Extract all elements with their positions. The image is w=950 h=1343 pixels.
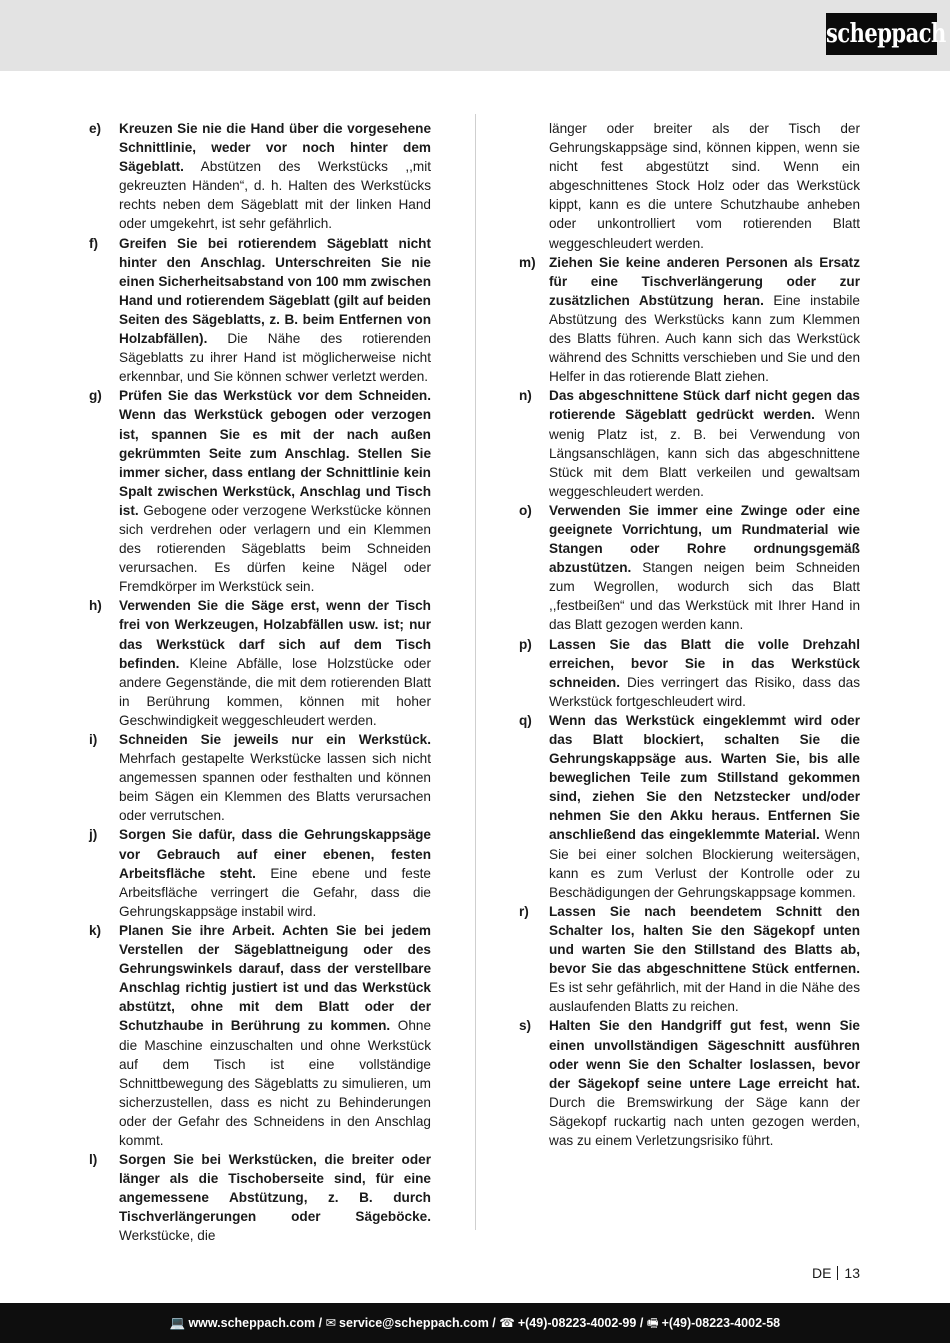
- item-bold-text: Verwenden Sie die Säge erst, wenn der Tisch frei von Werkzeugen, Holzabfällen usw. ist; nur das Werkstück darf sich auf dem Tisch befinden.: [119, 598, 431, 671]
- safety-instruction-item: [89, 825, 431, 920]
- footer-separator: /: [639, 1316, 644, 1330]
- safety-instruction-item: [89, 596, 431, 730]
- footer-separator: /: [318, 1316, 323, 1330]
- brand-logo-text: scheppach: [826, 16, 946, 48]
- continued-paragraph: [519, 119, 860, 253]
- item-bold-text: Schneiden Sie jeweils nur ein Werkstück.: [119, 732, 431, 747]
- item-letter: q): [519, 712, 532, 728]
- safety-instruction-item: [89, 386, 431, 596]
- item-bold-text: Kreuzen Sie nie die Hand über die vorgesehene Schnittlinie, weder vor noch hinter dem Sägeblatt.: [119, 121, 431, 175]
- right-column-items: [519, 253, 860, 1150]
- footer-phone[interactable]: +(49)-08223-4002-99: [517, 1316, 637, 1330]
- item-text: Eine instabile Abstützung des Werkstücks kann zum Klemmen des Blatts führen. Auch kann sich das Werkstück während des Schnitts verschieben und Sie und den Helfer in das rotierende Blatt ziehen.: [549, 292, 860, 385]
- footer-separator: /: [492, 1316, 496, 1330]
- item-letter: e): [89, 121, 102, 136]
- computer-icon: 💻: [169, 1316, 186, 1330]
- fax-icon: 🖷: [646, 1316, 659, 1330]
- item-bold-text: Sorgen Sie bei Werkstücken, die breiter oder länger als die Tischoberseite sind, für eine angemessene Abstützung, z. B. durch Tischverlängerungen oder Sägeböcke.: [119, 1152, 431, 1225]
- right-column: [519, 119, 860, 1150]
- safety-instruction-item: [89, 234, 431, 387]
- item-text: Dies verringert das Risiko, dass das Werkstück fortgeschleudert wird.: [549, 674, 860, 709]
- item-letter: r): [519, 903, 529, 919]
- item-letter: k): [89, 922, 102, 938]
- item-text: Gebogene oder verzogene Werkstücke können sich verdrehen oder verlagern und ein Klemmen des rotierenden Sägeblatts beim Schneiden verursachen. Es dürfen keine Nägel oder Fremdkörper im Werkstück sein.: [119, 502, 431, 595]
- item-bold-text: Ziehen Sie keine anderen Personen als Ersatz für eine Tischverlängerung oder zur zusätzlichen Abstützung heran.: [549, 254, 860, 308]
- item-letter: i): [89, 732, 98, 747]
- safety-instruction-item: [519, 635, 860, 711]
- mail-icon: ✉: [325, 1316, 337, 1330]
- item-letter: j): [89, 827, 98, 843]
- brand-logo: [826, 13, 946, 55]
- item-text: Ohne die Maschine einzuschalten und ohne Werkstück auf dem Tisch ist eine vollständige Schnittbewegung des Sägeblatts zu simulieren, um sicherzustellen, dass es nicht zu Behinderungen oder der Gefahr des Schneidens in den Anschlag kommt.: [119, 1018, 432, 1148]
- item-text: Es ist sehr gefährlich, mit der Hand in die Nähe des auslaufenden Blatts zu reichen.: [549, 980, 860, 1015]
- item-bold-text: Prüfen Sie das Werkstück vor dem Schneiden. Wenn das Werkstück gebogen oder verzogen ist, spannen Sie es mit der nach außen gekrümmten Seite zum Anschlag. Stellen Sie immer sicher, dass entlang der Schnittlinie kein Spalt zwischen Werkstück, Anschlag und Tisch ist.: [119, 388, 431, 518]
- item-bold-text: Greifen Sie bei rotierendem Sägeblatt nicht hinter den Anschlag. Unterschreiten Sie nie einen Sicherheitsabstand von 100 mm zwischen Hand und rotierendem Sägeblatt (gilt auf beiden Seiten des Sägeblatts, z. B. beim Entfernen von Holzabfällen).: [119, 235, 431, 347]
- page-number-value: 13: [844, 1265, 860, 1281]
- item-text: Eine ebene und feste Arbeitsfläche verringert die Gefahr, dass die Gehrungskappsäge instabil wird.: [119, 865, 431, 919]
- item-bold-text: Halten Sie den Handgriff gut fest, wenn Sie einen unvollständigen Sägeschnitt ausführen oder wenn Sie den Schalter loslassen, bevor der Sägekopf seine untere Lage erreicht hat.: [549, 1018, 860, 1091]
- safety-instruction-item: [89, 921, 431, 1150]
- page-number: [812, 1265, 860, 1281]
- item-letter: l): [89, 1152, 98, 1168]
- safety-instruction-item: [89, 119, 431, 234]
- safety-instruction-item: [519, 1016, 860, 1150]
- footer-website[interactable]: www.scheppach.com: [188, 1316, 316, 1330]
- item-text: Mehrfach gestapelte Werkstücke lassen sich nicht angemessen spannen oder festhalten und können beim Sägen ein Klemmen des Blatts verursachen oder verrutschen.: [119, 751, 431, 824]
- item-text: Werkstücke, die: [119, 1228, 216, 1244]
- footer-bar: [0, 1303, 950, 1343]
- item-letter: g): [89, 388, 102, 404]
- item-letter: h): [89, 598, 102, 614]
- item-letter: n): [519, 388, 532, 404]
- safety-instruction-item: [519, 386, 860, 501]
- item-text: Die Nähe des rotierenden Sägeblatts zu ihrer Hand ist möglicherweise nicht erkennbar, und Sie können schwer verletzt werden.: [119, 331, 431, 385]
- safety-instruction-item: [89, 730, 431, 825]
- column-divider: [475, 114, 476, 1230]
- continued-text: länger oder breiter als der Tisch der Gehrungskappsäge sind, können kippen, wenn sie nicht fest abgestützt sind. Wenn ein abgeschnittenes Stock Holz oder das Werkstück kippt, kann es die untere Schutzhaube anheben oder unkontrolliert vom rotierenden Blatt weggeschleudert werden.: [549, 121, 860, 251]
- item-bold-text: Lassen Sie nach beendetem Schnitt den Schalter los, halten Sie den Sägekopf unten und warten Sie den Stillstand des Blatts ab, bevor Sie das abgeschnittene Stück entfernen.: [549, 903, 860, 977]
- item-bold-text: Lassen Sie das Blatt die volle Drehzahl erreichen, bevor Sie in das Werkstück schneiden.: [549, 636, 860, 690]
- item-bold-text: Verwenden Sie immer eine Zwinge oder eine geeignete Vorrichtung, um Rundmaterial wie Stangen oder Rohre ordnungsgemäß abzustützen.: [549, 502, 860, 576]
- item-bold-text: Planen Sie ihre Arbeit. Achten Sie bei jedem Verstellen der Sägeblattneigung oder des Gehrungswinkels darauf, dass der verstellbare Anschlag richtig justiert ist und das Werkstück abstützt, ohne mit dem Blatt oder der Schutzhaube in Berührung zu kommen.: [119, 922, 431, 1034]
- item-text: Stangen neigen beim Schneiden zum Wegrollen, wodurch sich das Blatt ,,festbeißen“ und das Werkstück mit Ihrer Hand in das Blatt gezogen werden kann.: [549, 560, 860, 633]
- page-separator: [837, 1266, 838, 1280]
- item-text: Kleine Abfälle, lose Holzstücke oder andere Gegenstände, die mit dem rotierenden Blatt in Berührung kommen, können mit hoher Geschwindigkeit weggeschleudert werden.: [119, 655, 431, 728]
- item-letter: f): [89, 235, 99, 251]
- item-letter: o): [519, 502, 532, 518]
- item-letter: m): [519, 254, 536, 270]
- item-bold-text: Das abgeschnittene Stück darf nicht gegen das rotierende Sägeblatt gedrückt werden.: [549, 388, 860, 423]
- item-text: Abstützen des Werkstücks ,,mit gekreuzten Händen“, d. h. Halten des Werkstücks rechts neben dem Sägeblatt mit der linken Hand oder umgekehrt, ist sehr gefährlich.: [119, 159, 431, 232]
- safety-instruction-item: [89, 1150, 431, 1245]
- safety-instruction-item: [519, 253, 860, 387]
- safety-instruction-item: [519, 501, 860, 635]
- safety-instruction-item: [519, 902, 860, 1017]
- item-letter: s): [519, 1018, 532, 1034]
- item-text: Durch die Bremswirkung der Säge kann der Sägekopf ruckartig nach unten gezogen werden, was zu einem Verletzungsrisiko führt.: [549, 1094, 860, 1148]
- item-bold-text: Sorgen Sie dafür, dass die Gehrungskappsäge vor Gebrauch auf einer ebenen, festen Arbeitsfläche steht.: [119, 827, 431, 881]
- safety-instruction-item: [519, 711, 860, 902]
- left-column: [89, 119, 431, 1246]
- footer-fax[interactable]: +(49)-08223-4002-58: [661, 1316, 781, 1330]
- item-bold-text: Wenn das Werkstück eingeklemmt wird oder das Blatt blockiert, schalten Sie die Gehrungskappsäge aus. Warten Sie, bis alle beweglichen Teile zum Stillstand gekommen sind, ziehen Sie den Netzstecker und/oder nehmen Sie den Akku heraus. Entfernen Sie anschließend das eingeklemmte Material.: [549, 712, 860, 843]
- phone-icon: ☎: [499, 1316, 515, 1330]
- item-text: Wenn wenig Platz ist, z. B. bei Verwendung von Längsanschlägen, kann sich das abgeschnittene Stück mit dem Blatt verkeilen und gewaltsam weggeschleudert werden.: [549, 407, 860, 499]
- item-letter: p): [519, 636, 532, 652]
- footer-email[interactable]: service@scheppach.com: [339, 1316, 489, 1330]
- page-lang: DE: [811, 1265, 832, 1281]
- header-bar: [0, 0, 950, 71]
- item-text: Wenn Sie bei einer solchen Blockierung weitersägen, kann es zum Verlust der Kontrolle oder zu Beschädigungen der Gehrungskappsage kommen.: [549, 827, 860, 900]
